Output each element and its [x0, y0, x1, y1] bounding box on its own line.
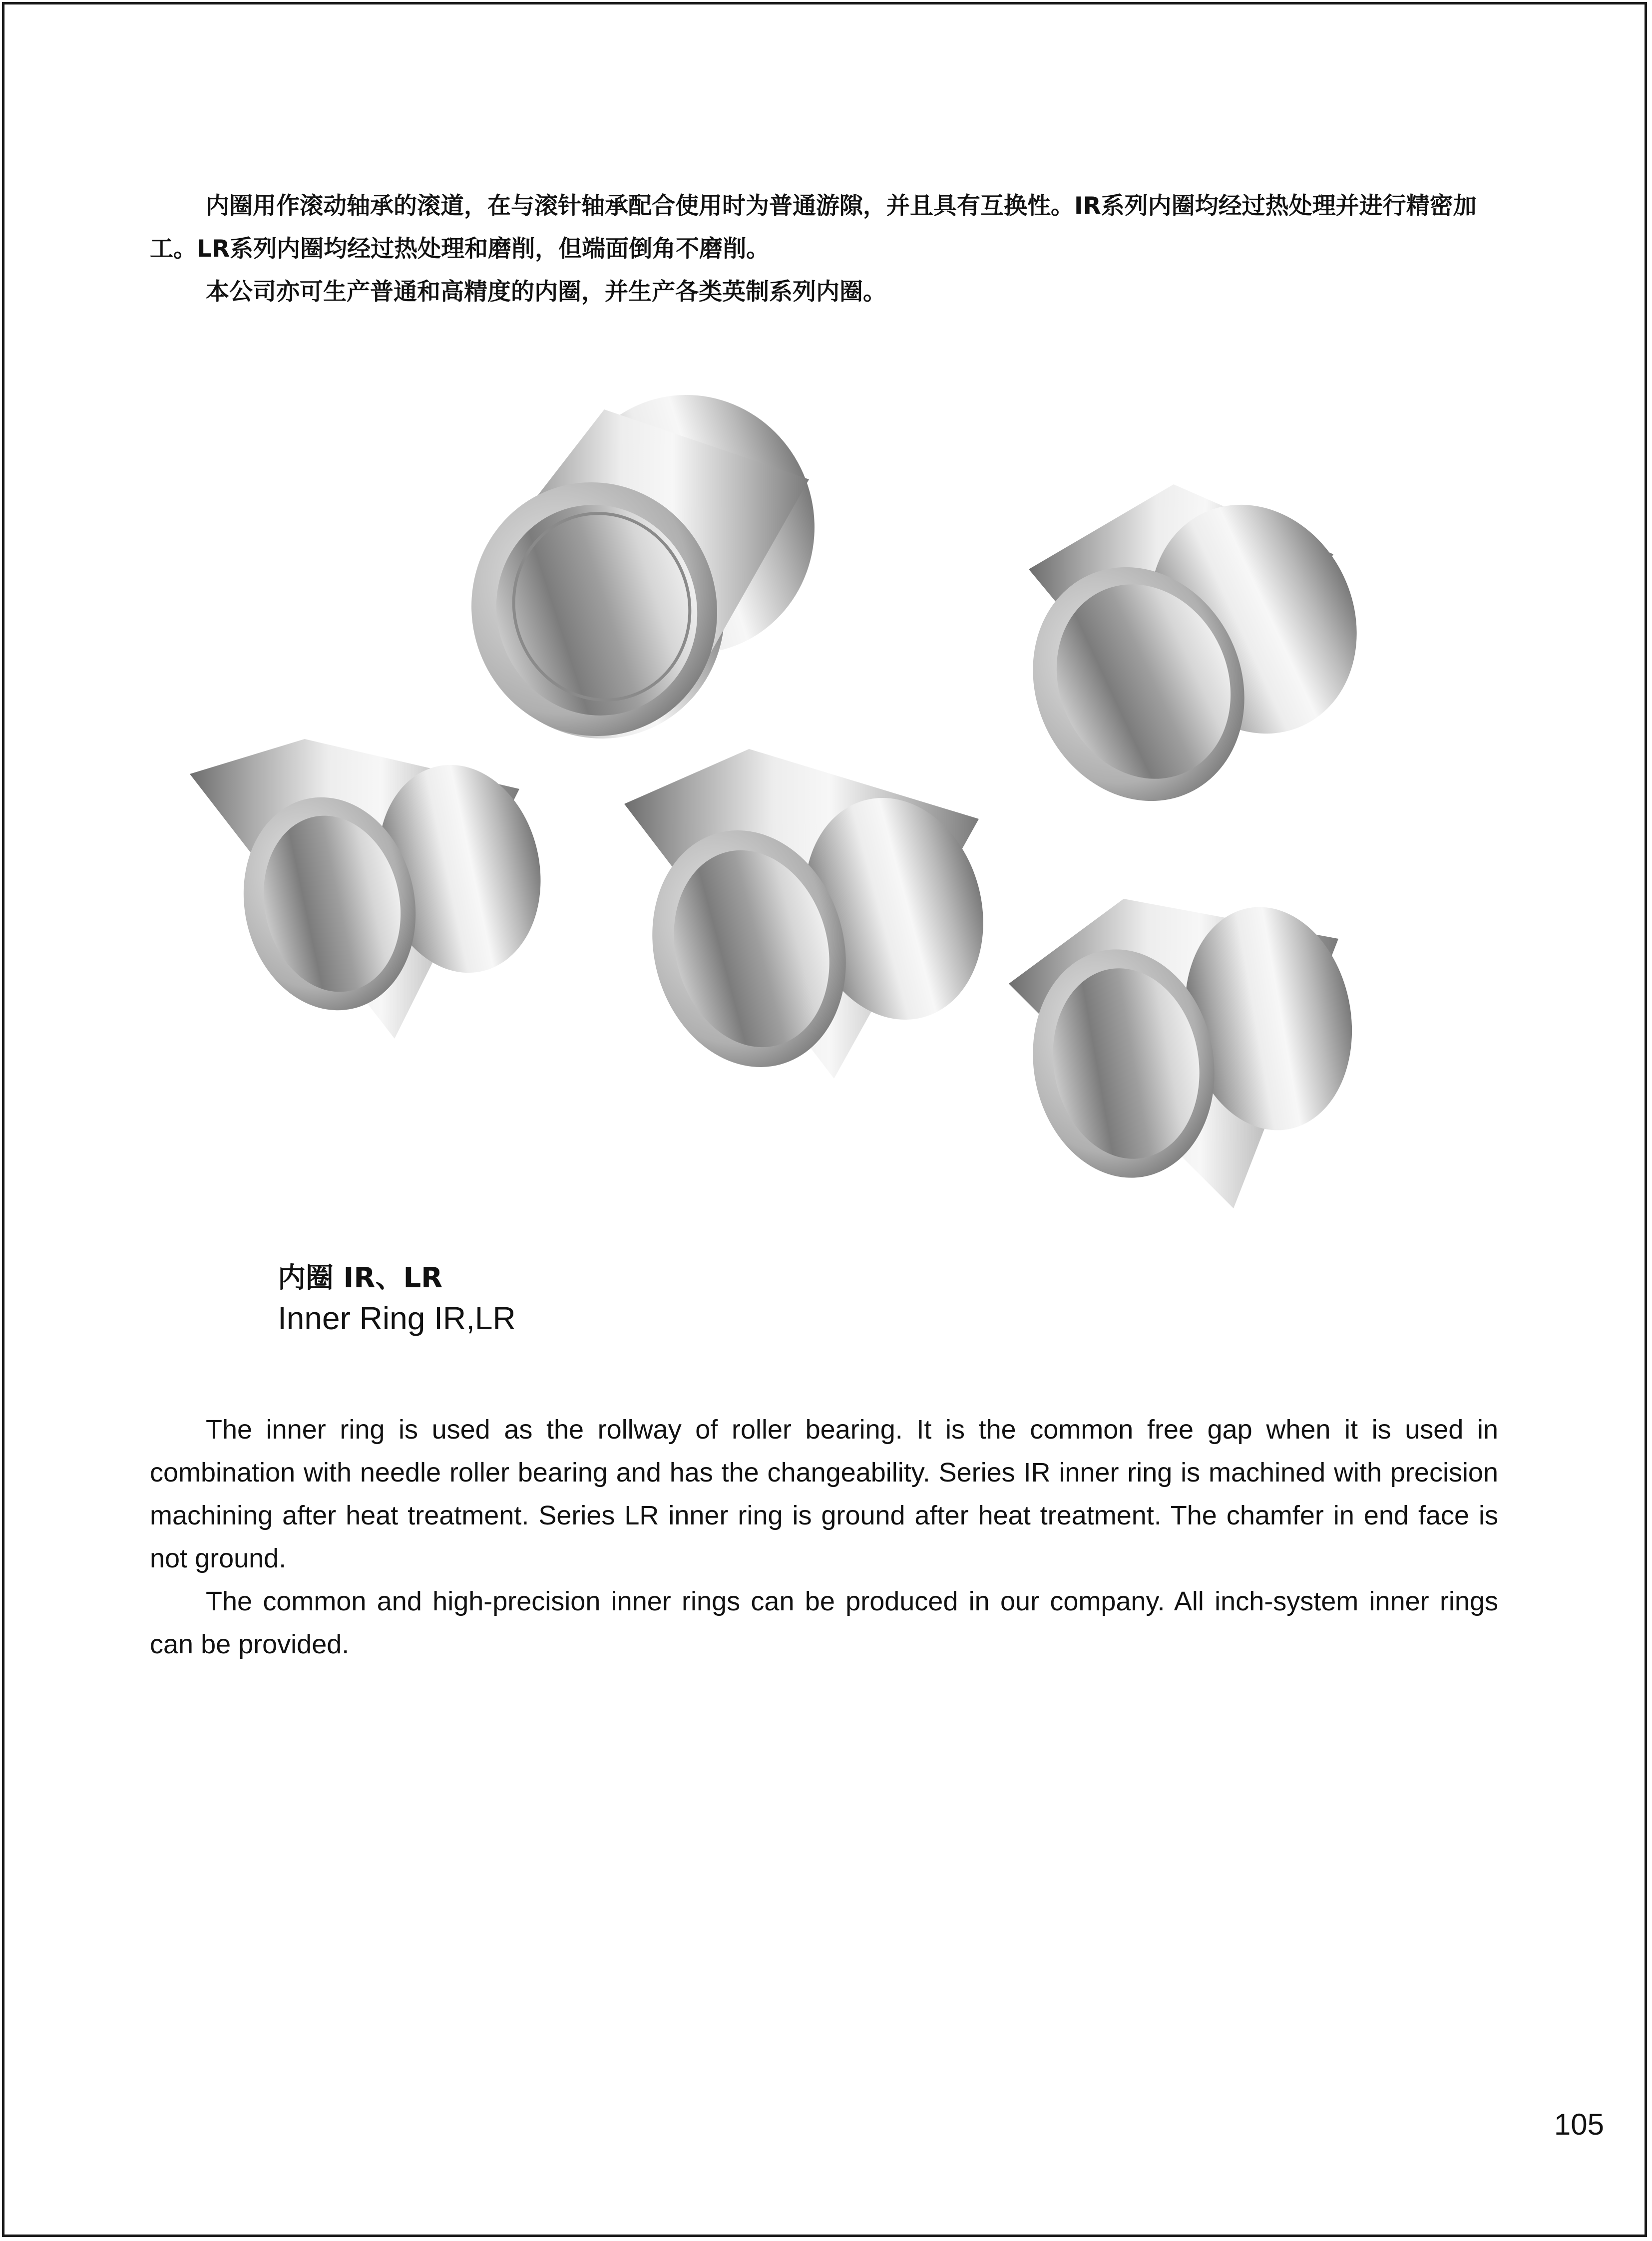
- english-description: [150, 1408, 1498, 1666]
- page-number: 105: [1554, 2108, 1604, 2141]
- inner-rings-photo: [180, 355, 1488, 1253]
- caption-english: Inner Ring IR,LR: [278, 1300, 516, 1336]
- ring-4: [624, 749, 1007, 1089]
- ring-1: [438, 356, 848, 771]
- ring-5: [1009, 894, 1369, 1208]
- english-paragraph-1: The inner ring is used as the rollway of roller bearing. It is the common free gap when it is used in combination with needle roller bearing and has the changeability. Series IR inner ring is machined with precision machining after heat treatment. Series LR inner ring is ground after heat treatment. The chamfer in end face is not ground.: [150, 1415, 1498, 1573]
- ring-3: [190, 739, 559, 1039]
- product-caption: [278, 1258, 516, 1338]
- chinese-intro-paragraph-2: 本公司亦可生产普通和高精度的内圈，并生产各类英制系列内圈。: [206, 278, 886, 306]
- ring-2: [995, 470, 1394, 836]
- english-paragraph-2: The common and high-precision inner rings can be produced in our company. All inch-system inner rings can be provided.: [150, 1586, 1498, 1659]
- caption-chinese: 内圈 IR、LR: [278, 1262, 443, 1294]
- chinese-intro: [150, 185, 1508, 314]
- chinese-intro-paragraph-1: 内圈用作滚动轴承的滚道，在与滚针轴承配合使用时为普通游隙，并且具有互换性。IR系列内圈均经过热处理并进行精密加工。LR系列内圈均经过热处理和磨削，但端面倒角不磨削。: [150, 192, 1477, 263]
